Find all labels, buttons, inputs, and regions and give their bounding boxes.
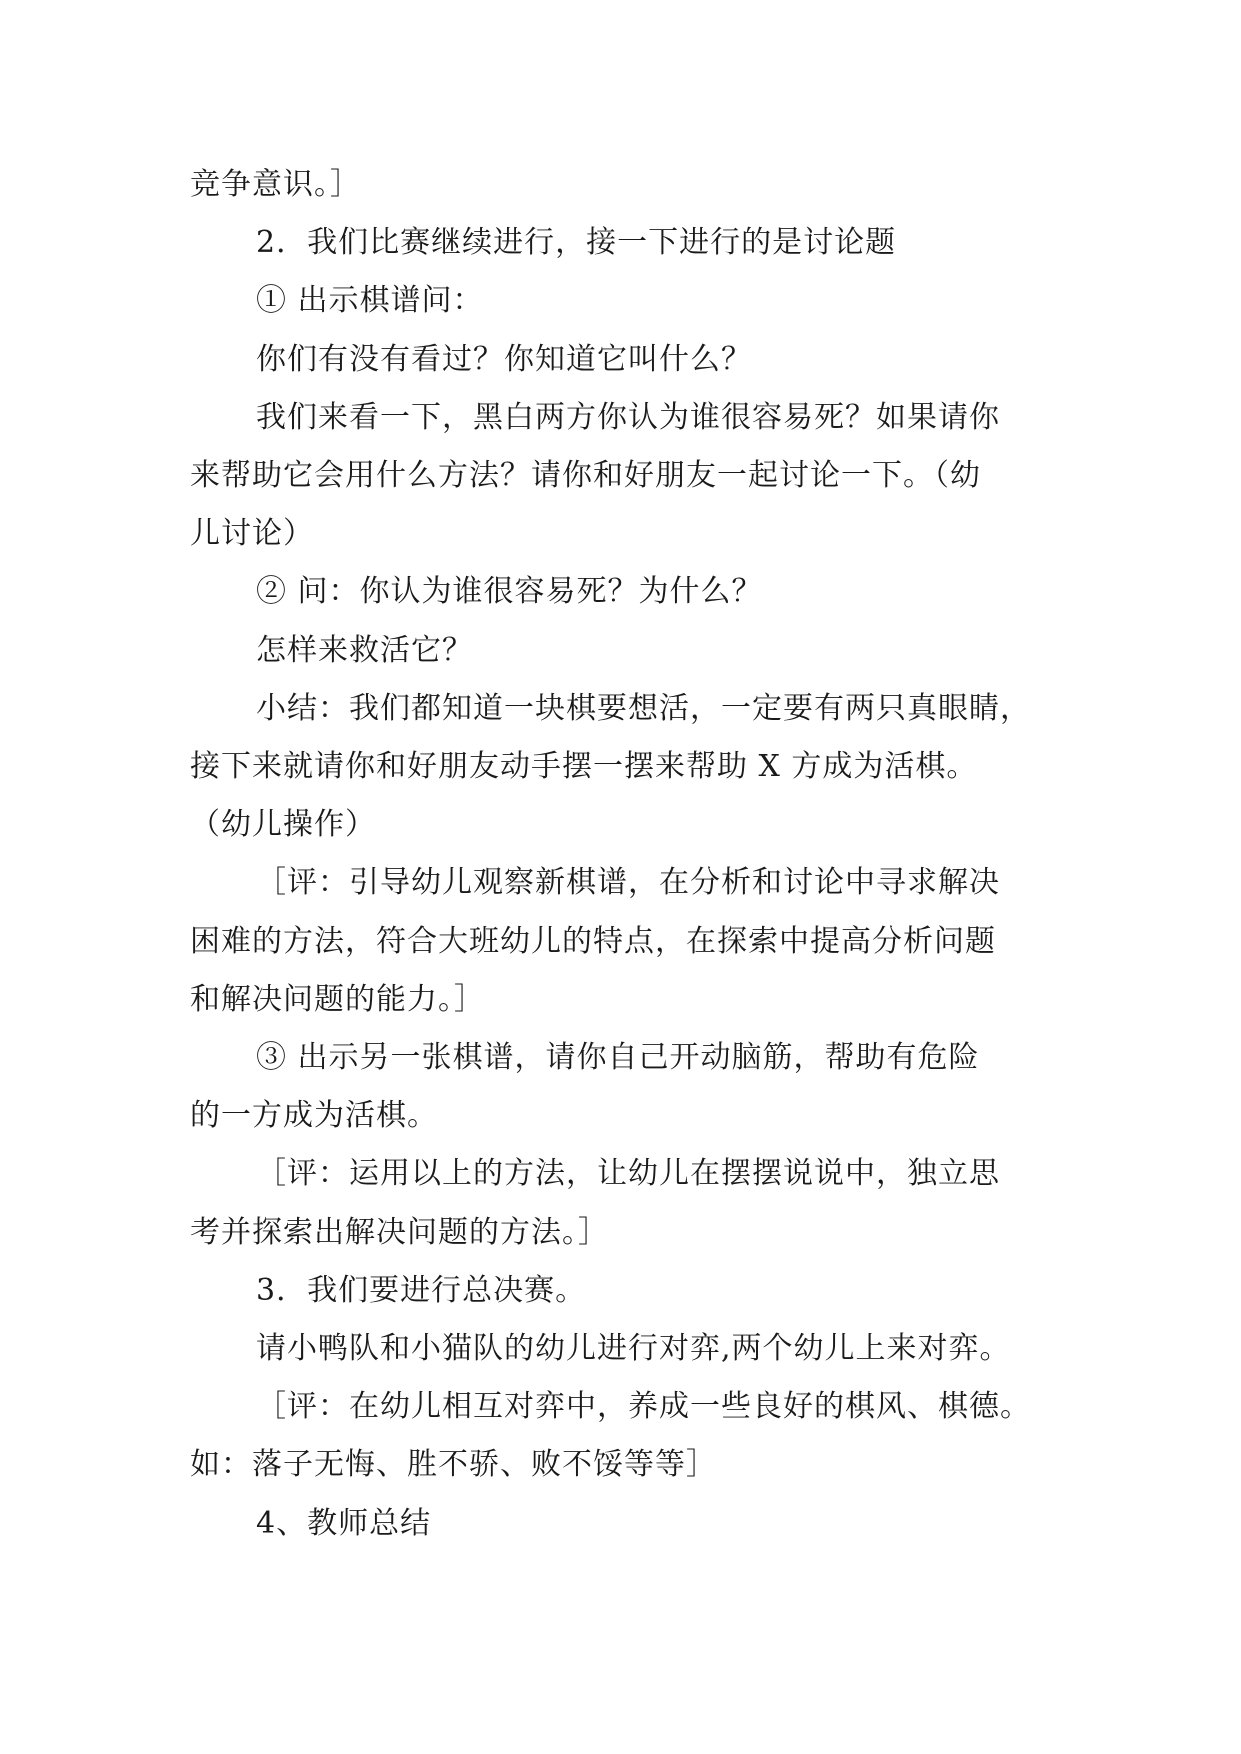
text-line: 如：落子无悔、胜不骄、败不馁等等］ xyxy=(190,1447,717,1483)
text-line: ② 问：你认为谁很容易死？为什么？ xyxy=(256,574,763,610)
text-line: 3．我们要进行总决赛。 xyxy=(256,1272,587,1308)
text-line: 接下来就请你和好朋友动手摆一摆来帮助 X 方成为活棋。 xyxy=(190,749,978,785)
text-line: ［评：在幼儿相互对弈中，养成一些良好的棋风、棋德。 xyxy=(256,1389,1031,1425)
text-line: 4、教师总结 xyxy=(256,1505,432,1541)
text-line: （幼儿操作） xyxy=(190,807,376,843)
text-line: 小结：我们都知道一块棋要想活，一定要有两只真眼睛， xyxy=(256,690,1031,726)
text-line: ［评：运用以上的方法，让幼儿在摆摆说说中，独立思 xyxy=(256,1156,1000,1192)
text-line: 我们来看一下，黑白两方你认为谁很容易死？如果请你 xyxy=(256,399,1000,435)
text-line: 你们有没有看过？你知道它叫什么？ xyxy=(256,341,752,377)
text-line: 考并探索出解决问题的方法。］ xyxy=(190,1214,609,1250)
text-line: ［评：引导幼儿观察新棋谱，在分析和讨论中寻求解决 xyxy=(256,865,1000,901)
text-line: 怎样来救活它？ xyxy=(256,632,473,668)
text-line: 和解决问题的能力。］ xyxy=(190,981,485,1017)
text-line: 儿讨论） xyxy=(190,516,314,552)
text-line: 请小鸭队和小猫队的幼儿进行对弈,两个幼儿上来对弈。 xyxy=(256,1331,1011,1367)
text-line: ③ 出示另一张棋谱，请你自己开动脑筋，帮助有危险 xyxy=(256,1040,980,1076)
text-line: ① 出示棋谱问： xyxy=(256,283,484,319)
text-line: 的一方成为活棋。 xyxy=(190,1098,438,1134)
text-line: 竞争意识。］ xyxy=(190,167,361,202)
text-line: 2．我们比赛继续进行，接一下进行的是讨论题 xyxy=(256,225,897,261)
text-line: 困难的方法，符合大班幼儿的特点，在探索中提高分析问题 xyxy=(190,923,996,959)
text-line: 来帮助它会用什么方法？请你和好朋友一起讨论一下。（幼 xyxy=(190,458,981,494)
document-body xyxy=(190,156,1060,1553)
